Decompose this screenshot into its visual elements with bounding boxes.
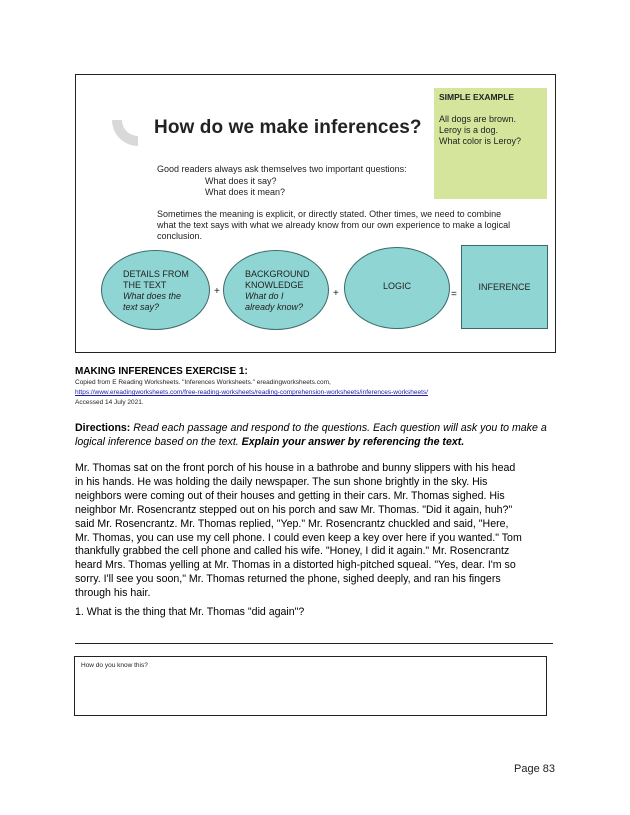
oval-line: already know?: [245, 302, 304, 312]
oval-line: DETAILS FROM: [123, 269, 189, 279]
directions-paragraph: [75, 421, 555, 449]
example-line: All dogs are brown.: [439, 114, 517, 124]
passage-line: neighbor Mr. Rosencrantz stepped out on his porch and saw Mr. Thomas. "Did it again, huh?": [75, 503, 513, 516]
figure-title: How do we make inferences?: [154, 117, 422, 138]
how-know-label: How do you know this?: [81, 662, 148, 669]
citation-link[interactable]: https://www.ereadingworksheets.com/free-reading-worksheets/reading-comprehension-worksheets/inferences-worksheets/: [75, 389, 428, 396]
questions-intro: Good readers always ask themselves two important questions:: [157, 164, 407, 174]
oval-line: text say?: [123, 302, 160, 312]
oval-line: What does the: [123, 291, 182, 301]
simple-example-box: [434, 88, 547, 199]
citation-accessed: Accessed 14 July 2021.: [75, 399, 144, 406]
passage-line: sorry. I'll see you soon," Mr. Thomas returned the phone, sighed deeply, and ran his fingers: [75, 573, 501, 586]
example-line: Leroy is a dog.: [439, 125, 499, 135]
passage-line: neighbors were coming out of their houses and getting in their cars. Mr. Thomas sighed. His: [75, 489, 505, 502]
passage-line: through his hair.: [75, 587, 151, 600]
quarter-circle-decoration: [112, 120, 138, 146]
simple-example-heading: SIMPLE EXAMPLE: [439, 92, 515, 102]
question-say: What does it say?: [205, 176, 277, 186]
question-mean: What does it mean?: [205, 187, 286, 197]
background-oval: [223, 250, 329, 330]
directions-label: Directions:: [75, 422, 131, 434]
paragraph-line: Sometimes the meaning is explicit, or directly stated. Other times, we need to combine: [157, 209, 502, 219]
plus-operator: +: [333, 288, 339, 299]
passage-line: said Mr. Rosencrantz. Mr. Thomas replied, "Yep." Mr. Rosencrantz chuckled and said, "Here,: [75, 517, 509, 530]
logic-oval: [344, 247, 450, 329]
passage-line: thankfully grabbed the cell phone and called his wife. "Honey, I did it again." Mr. Rosencrantz: [75, 545, 510, 558]
reading-passage: [75, 462, 557, 601]
details-oval: [101, 250, 210, 330]
answer-line[interactable]: [75, 643, 553, 644]
exercise-heading: MAKING INFERENCES EXERCISE 1:: [75, 366, 248, 377]
paragraph-line: what the text says with what we already know from our own experience to make a logical: [157, 220, 511, 230]
directions-text: Read each passage and respond to the questions. Each question will ask you to make a logical inference based on the text.: [75, 422, 547, 448]
passage-line: in his hands. He was holding the daily newspaper. The sun shone brightly in the sky. His: [75, 475, 488, 488]
oval-line: KNOWLEDGE: [245, 280, 304, 290]
oval-line: THE TEXT: [123, 280, 167, 290]
logic-label: LOGIC: [382, 281, 411, 291]
directions-emphasis: Explain your answer by referencing the text.: [241, 436, 465, 448]
passage-line: heard Mrs. Thomas yelling at Mr. Thomas in a distorted high-pitched squeal. "Yes, dear. I'm so: [75, 559, 516, 572]
plus-operator: +: [214, 286, 220, 297]
equals-operator: =: [451, 289, 457, 300]
inference-box: [461, 245, 548, 329]
question-1: 1. What is the thing that Mr. Thomas "did again"?: [75, 606, 305, 618]
how-know-answer-box[interactable]: [74, 656, 547, 716]
citation-line: Copied from E Reading Worksheets. "Inferences Worksheets." ereadingworksheets.com,: [75, 379, 331, 386]
example-line: What color is Leroy?: [439, 136, 522, 146]
passage-line: Mr. Thomas sat on the front porch of his house in a bathrobe and bunny slippers with his head: [75, 462, 516, 474]
oval-line: BACKGROUND: [245, 269, 310, 279]
oval-line: What do I: [245, 291, 284, 301]
inference-label: INFERENCE: [478, 281, 531, 292]
explicit-paragraph: [157, 209, 527, 242]
passage-line: Mr. Thomas, you can use my cell phone. I could even keep a key over here if you wanted." Tom: [75, 531, 522, 544]
paragraph-line: conclusion.: [157, 231, 203, 241]
page-number: Page 83: [514, 763, 555, 775]
